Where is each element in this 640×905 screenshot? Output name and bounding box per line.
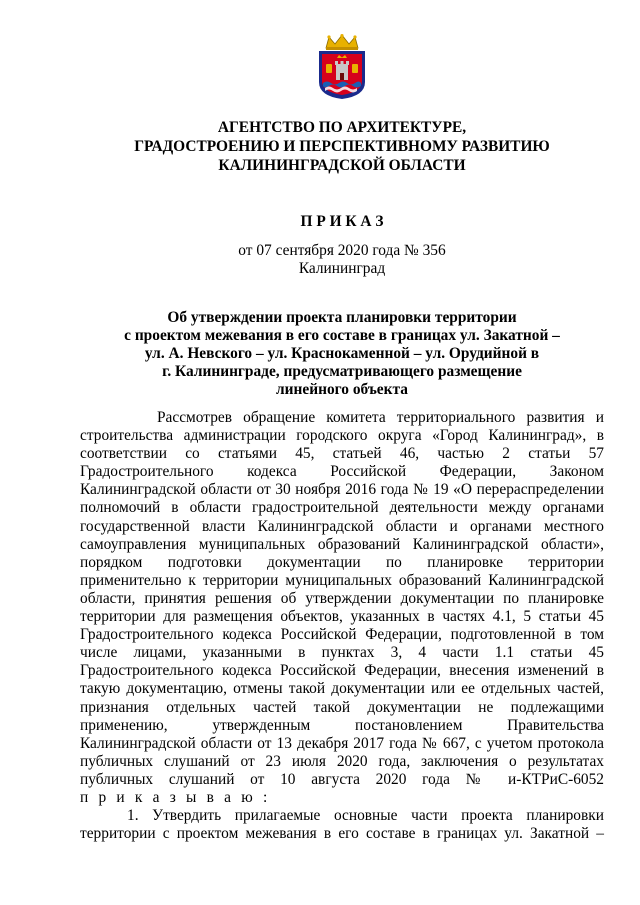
body-line: соответствии со статьями 45, статьей 46, частью 2 статьи 57: [80, 445, 604, 463]
body-line: Калининградской области от 13 декабря 2017 года № 667, с учетом протокола: [80, 734, 604, 752]
body-line: Рассмотрев обращение комитета территориального развития и: [157, 409, 604, 426]
body-line: признания отдельных частей такой документации не подлежащими: [80, 698, 604, 716]
order-city: Калининград: [298, 260, 386, 277]
order-date-block: [80, 242, 604, 278]
coat-of-arms-emblem: [317, 34, 367, 100]
item-line: 1. Утвердить прилагаемые основные части проекта планировки: [127, 807, 604, 825]
item-line: территории с проектом межевания в его составе в границах ул. Закатной –: [80, 825, 604, 843]
body-line: применению, утвержденным постановлением Правительства: [80, 716, 604, 734]
body-line: применительно к территории муниципальных образований Калининградской: [80, 571, 604, 589]
body-line: строительства администрации городского округа «Город Калининград», в: [80, 427, 604, 445]
body-line: публичных слушаний от 23 июля 2020 года, заключения о результатах: [80, 752, 604, 770]
body-line: Градостроительного кодекса Российской Федерации, подготовленной в том: [80, 626, 604, 644]
body-line: области, принятия решения об утверждении документации по планировке: [80, 589, 604, 607]
agency-name-line: ГРАДОСТРОЕНИЮ И ПЕРСПЕКТИВНОМУ РАЗВИТИЮ: [134, 138, 550, 155]
agency-name-block: [80, 118, 604, 175]
body-line: территории для размещения объектов, указанных в частях 4.1, 5 статьи 45: [80, 608, 604, 626]
body-line: Градостроительного кодекса Российской Федерации, внесения изменений в: [80, 662, 604, 680]
body-line: государственной власти Калининградской области и органами местного: [80, 517, 604, 535]
body-line: числе лицами, указанными в пунктах 3, 4 части 1.1 статьи 45: [80, 644, 604, 662]
order-title: П Р И К А З: [300, 213, 384, 230]
order-body: [80, 409, 604, 843]
subject-line: г. Калининграде, предусматривающего размещение: [162, 363, 522, 380]
order-subject: [80, 309, 604, 399]
subject-line: линейного объекта: [276, 381, 408, 398]
body-line: порядком подготовки документации по планировке территории: [80, 553, 604, 571]
body-line: самоуправления муниципальных образований Калининградской области»,: [80, 535, 604, 553]
body-line: такую документацию, отмены такой документации или ее отдельных частей,: [80, 680, 604, 698]
subject-line: с проектом межевания в его составе в границах ул. Закатной –: [124, 327, 560, 344]
agency-name-line: КАЛИНИНГРАДСКОЙ ОБЛАСТИ: [218, 157, 466, 174]
agency-name-line: АГЕНТСТВО ПО АРХИТЕКТУРЕ,: [217, 119, 467, 136]
body-line: полномочий в области градостроительной деятельности между органами: [80, 499, 604, 517]
order-date-line: от 07 сентября 2020 года № 356: [238, 242, 446, 259]
body-line: публичных слушаний от 10 августа 2020 года № и-КТРиС-6052: [80, 770, 604, 788]
subject-line: ул. А. Невского – ул. Краснокаменной – ул. Орудийной в: [144, 345, 540, 362]
order-command: п р и к а з ы в а ю :: [80, 788, 271, 806]
subject-line: Об утверждении проекта планировки территории: [167, 309, 517, 326]
body-line: Калининградской области от 30 ноября 2016 года № 19 «О перераспределении: [80, 481, 604, 499]
body-line: Градостроительного кодекса Российской Федерации, Законом: [80, 463, 604, 481]
